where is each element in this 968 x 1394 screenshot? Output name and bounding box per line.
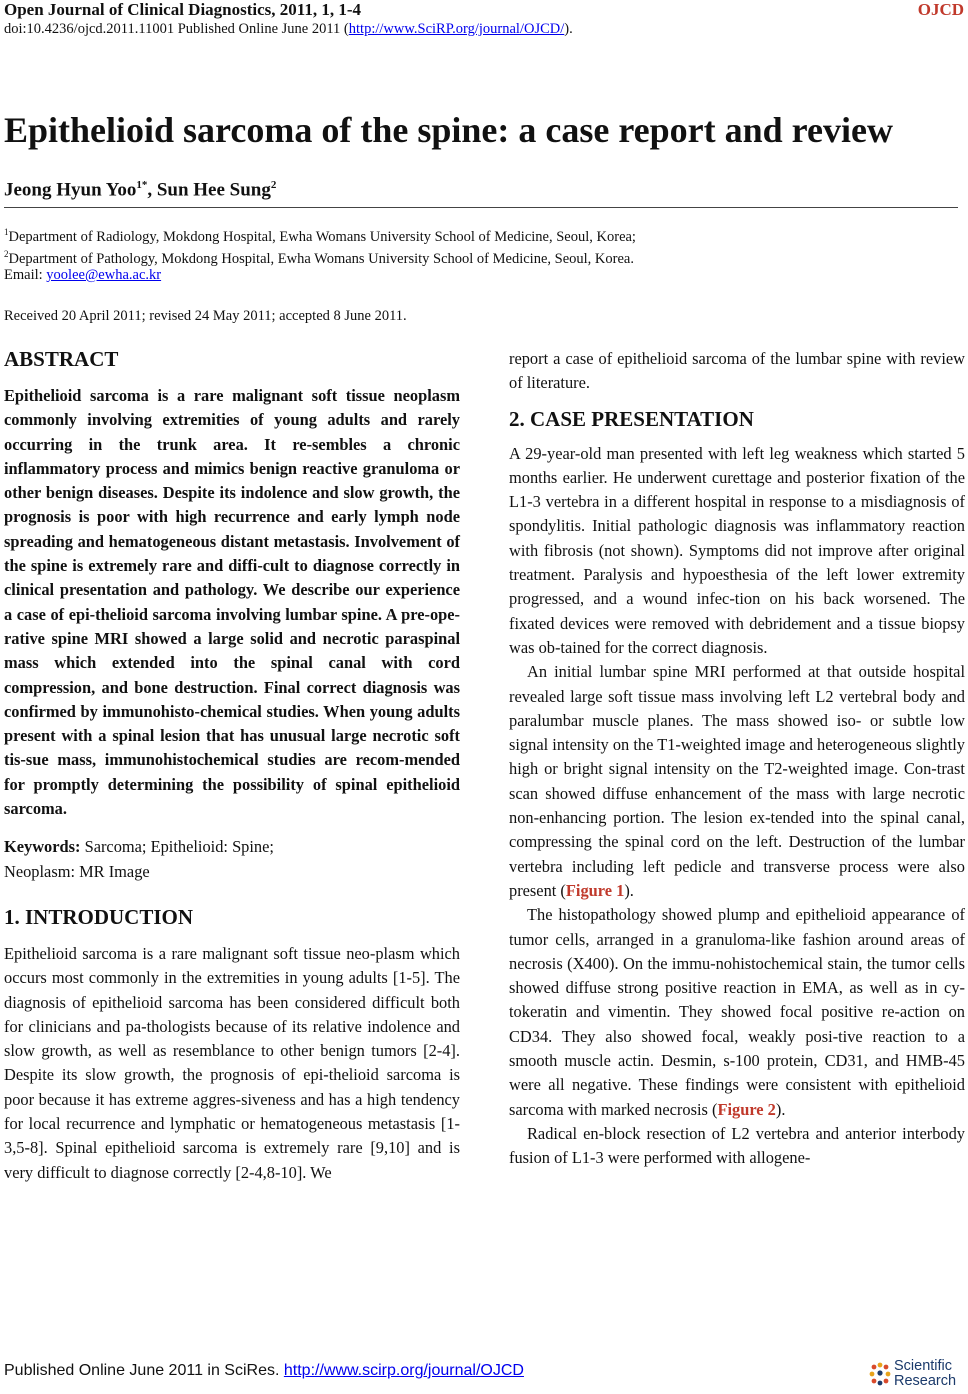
figure-2-reference[interactable]: Figure 2 bbox=[717, 1099, 776, 1119]
introduction-text: Epithelioid sarcoma is a rare malignant soft tissue neo-plasm which occurs most commonly in the extremities in young adults [1-5]. The diagnosis of epithelioid sarcoma has been considered difficult both for clinicians and pa-thologists because of its relative indolence and slow growth, as well as resemblance to other benign tumors [2-4]. Despite its slow growth, the prognosis of epi-thelioid sarcoma is poor because it has extreme aggres-siveness and has a high tendency for local recurrence and lymphatic or hematogeneous metastasis [1-3,5-8]. Spinal epithelioid sarcoma is extremely rare [9,10] and is very difficult to diagnose correctly [2-4,8-10]. We bbox=[4, 943, 460, 1182]
logo-line-1: Scientific bbox=[894, 1358, 953, 1374]
case-paragraph-3-end: ). bbox=[775, 1099, 786, 1119]
case-paragraph-2 bbox=[509, 660, 965, 903]
case-paragraph-3 bbox=[509, 903, 965, 1122]
email-line bbox=[4, 265, 161, 285]
author-list bbox=[4, 172, 276, 203]
case-paragraph-1: A 29-year-old man presented with left leg weakness which started 5 months earlier. He underwent curettage and posterior fixation of the L1-3 vertebra in a different hospital in response to a misdiagnosis of spondylitis. Initial pathologic diagnosis was inflammatory reaction with fibrosis (not shown). Symptoms did not improve after original treatment. Paralysis and hypoesthesia of the left lower extremity progressed, and a wound infec-tion on his back worsened. The fixated devices were removed with debridement and a tissue biopsy was ob-tained for the correct diagnosis. bbox=[509, 443, 965, 657]
journal-link[interactable]: http://www.SciRP.org/journal/OJCD/ bbox=[348, 21, 565, 37]
right-column bbox=[509, 347, 965, 1171]
logo-wordmark bbox=[894, 1359, 956, 1389]
keywords-label: Keywords: bbox=[4, 837, 81, 857]
author-2: Sun Hee Sung bbox=[156, 179, 271, 201]
author-1: Jeong Hyun Yoo bbox=[4, 179, 137, 201]
affiliation-2-text: Department of Pathology, Mokdong Hospital, Ewha Womans University School of Medicine, Seoul, Korea. bbox=[8, 250, 634, 267]
email-label: Email: bbox=[4, 267, 47, 283]
affiliation-1-text: Department of Radiology, Mokdong Hospital, Ewha Womans University School of Medicine, Seoul, Korea; bbox=[8, 228, 636, 245]
scirp-logo-icon bbox=[868, 1362, 892, 1388]
case-presentation-heading: 2. CASE PRESENTATION bbox=[509, 406, 754, 431]
affiliation-2-marker: 2 bbox=[4, 249, 9, 259]
author-1-affiliation: 1* bbox=[136, 179, 148, 191]
footer-text: Published Online June 2011 in SciRes. bbox=[4, 1362, 284, 1379]
case-paragraph-3-text: The histopathology showed plump and epithelioid appearance of tumor cells, arranged in a granuloma-like fashion around areas of necrosis (X400). On the immu-nohistochemical stain, the tumor cells showed diffuse strong positive reaction in EMA, as well as in cy-tokeratin and vimentin. They showed focal positive re-action on CD34. They also showed focal, weakly posi-tive reaction to a smooth muscle actin. Desmin, s-100 protein, CD31, and HMB-45 were all negative. These findings were consistent with epithelioid sarcoma with marked necrosis ( bbox=[509, 905, 965, 1119]
abstract-heading: ABSTRACT bbox=[4, 347, 119, 371]
case-paragraph-2-end: ). bbox=[624, 880, 634, 900]
introduction-continued: report a case of epithelioid sarcoma of the lumbar spine with review of literature. bbox=[509, 349, 965, 393]
doi-suffix: ). bbox=[564, 21, 573, 37]
footer-link[interactable]: http://www.scirp.org/journal/OJCD bbox=[283, 1362, 524, 1379]
keywords bbox=[4, 835, 460, 884]
footer bbox=[4, 1360, 524, 1382]
journal-abbreviation: OJCD bbox=[917, 0, 964, 19]
logo-line-2: Research bbox=[894, 1373, 957, 1389]
case-paragraph-2-text: An initial lumbar spine MRI performed at that outside hospital revealed large soft tissue mass involving left L2 vertebral body and paralumbar muscle planes. The mass showed iso- or subtle low signal intensity on the T1-weighted image and heterogeneous slightly high or bright signal intensity on the T2-weighted image. Con-trast scan showed diffuse enhancement of the mass with large necrotic non-enhancing portion. The lesion ex-tended into the spinal canal, compressing the spinal cord on the left. Destruction of the lumbar vertebra including left pedicle and transverse process were also present ( bbox=[509, 662, 965, 900]
case-paragraph-4: Radical en-block resection of L2 vertebra and anterior interbody fusion of L1-3 were performed with allogene- bbox=[509, 1123, 965, 1168]
keywords-line-2: Neoplasm: MR Image bbox=[4, 861, 150, 881]
keywords-line-1: Sarcoma; Epithelioid: Spine; bbox=[80, 837, 274, 857]
title-divider bbox=[4, 207, 958, 208]
author-separator: , bbox=[147, 179, 157, 201]
scientific-research-logo bbox=[868, 1358, 964, 1394]
introduction-heading: 1. INTRODUCTION bbox=[4, 904, 194, 929]
journal-name: Open Journal of Clinical Diagnostics, 2011, 1, 1-4 bbox=[4, 0, 362, 19]
doi-text: doi:10.4236/ojcd.2011.11001 Published Online June 2011 ( bbox=[4, 21, 349, 37]
author-2-affiliation: 2 bbox=[270, 179, 277, 191]
paper-title: Epithelioid sarcoma of the spine: a case report and review bbox=[4, 110, 893, 150]
figure-1-reference[interactable]: Figure 1 bbox=[565, 880, 625, 900]
affiliation-1-marker: 1 bbox=[4, 227, 9, 237]
left-column bbox=[4, 344, 460, 1185]
received-dates: Received 20 April 2011; revised 24 May 2011; accepted 8 June 2011. bbox=[4, 308, 407, 324]
doi-line bbox=[4, 20, 573, 38]
email-link[interactable]: yoolee@ewha.ac.kr bbox=[46, 267, 162, 283]
abstract-text: Epithelioid sarcoma is a rare malignant soft tissue neoplasm commonly involving extremities of young adults and rarely occurring in the trunk area. It re-sembles a chronic inflammatory process and mimics benign reactive granuloma or other benign diseases. Despite its indolence and slow growth, the prognosis is poor with high recurrence and early lymph node spreading and hematogeneous distant metastasis. Involvement of the spine is extremely rare and diffi-cult to diagnose correctly in clinical presentation and pathology. We describe our experience a case of epi-thelioid sarcoma involving lumbar spine. A pre-ope-rative spine MRI showed a large solid and necrotic paraspinal mass which extended into the spinal canal with cord compression, and bone destruction. Final correct diagnosis was confirmed by immunohisto-chemical studies. When young adults present with a spinal lesion that has unusual large necrotic soft tis-sue mass, immunohistochemical studies are recom-mended for promptly determining the possibility of spinal epithelioid sarcoma. bbox=[4, 386, 460, 819]
